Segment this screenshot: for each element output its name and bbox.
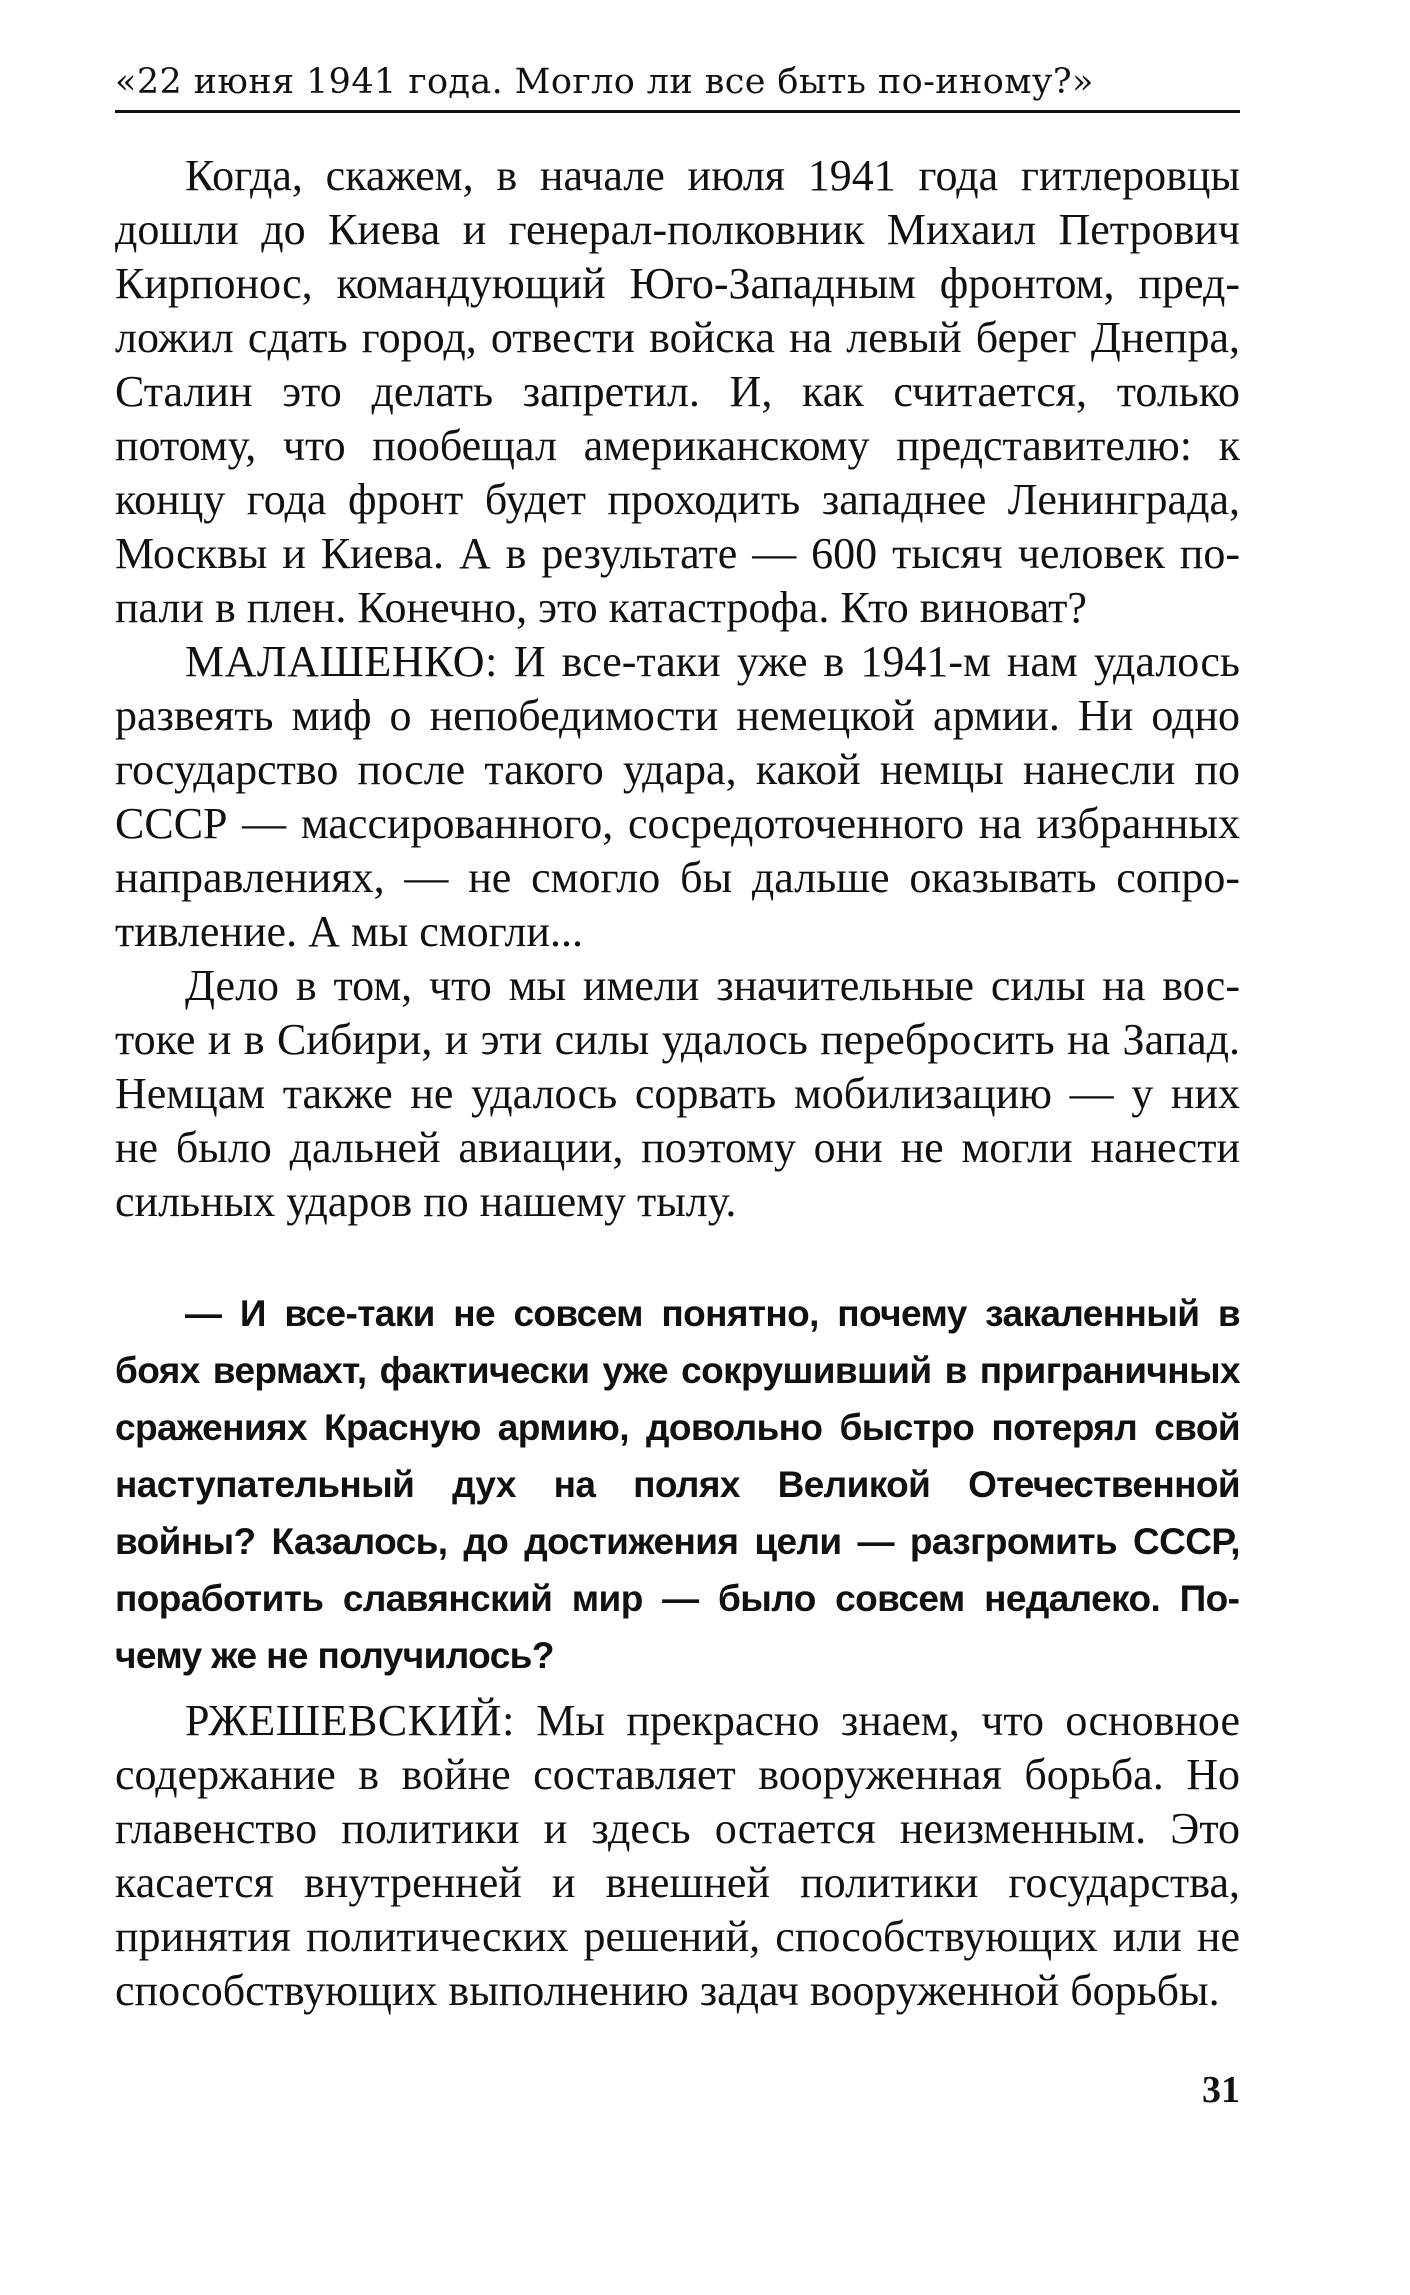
paragraph-rzheshevsky-text: Мы прекрасно знаем, что основное содержание в войне составляет вооруженная борьба. Но главенство политики и здесь остается неизменным. Это касается внутренней и внешней политики государства, принятия политических решений, способствующих или не способствующих выполнению задач вооруженной борьбы. [115, 1696, 1240, 2015]
interviewer-question: — И все-таки не совсем понятно, почему закаленный в боях вермахт, фактически уже сокрушивший в приграничных сражениях Красную армию, довольно быстро потерял свой наступательный дух на полях Великой Отечественной войны? Казалось, до достижения цели — разгромить СССР, поработить славянский мир — было совсем недалеко. Почему же не получилось? [115, 1293, 1240, 1676]
paragraph-eastern-forces: Дело в том, что мы имели значительные силы на востоке и в Сибири, и эти силы удалось перебросить на Запад. Немцам также не удалось сорвать мобилизацию — у них не было дальней авиации, поэтому они не могли нанести сильных ударов по нашему тылу. [115, 961, 1240, 1226]
paragraph-malashenko-reply [115, 635, 1240, 959]
speaker-rzheshevsky: РЖЕШЕВСКИЙ: [185, 1696, 515, 1745]
running-header-title: «22 июня 1941 года. Могло ли все быть по-иному?» [115, 62, 1094, 102]
speaker-malashenko: МАЛАШЕНКО: [185, 637, 498, 686]
paragraph-malashenko-text: И все-таки уже в 1941-м нам удалось развеять миф о непобедимости немецкой армии. Ни одно государство после такого удара, какой немцы нанесли по СССР — массированного, сосредоточенного на избранных направлениях, — не смогло бы дальше оказывать сопротивление. А мы смогли... [115, 637, 1241, 956]
paragraph-rzheshevsky-reply [115, 1694, 1240, 2018]
book-page [115, 60, 1240, 2018]
page-number: 31 [1202, 2069, 1240, 2111]
header-rule [115, 110, 1240, 113]
paragraph-kiev-defense: Когда, скажем, в начале июля 1941 года гитлеровцы дошли до Киева и генерал-полковник Михаил Петрович Кирпонос, командующий Юго-Западным фронтом, предложил сдать город, отвести войска на левый берег Днепра, Сталин это делать запретил. И, как считается, только потому, что пообещал американскому представителю: к концу года фронт будет проходить западнее Ленинграда, Москвы и Киева. А в результате — 600 тысяч человек попали в плен. Конечно, это катастрофа. Кто виноват? [115, 151, 1240, 632]
